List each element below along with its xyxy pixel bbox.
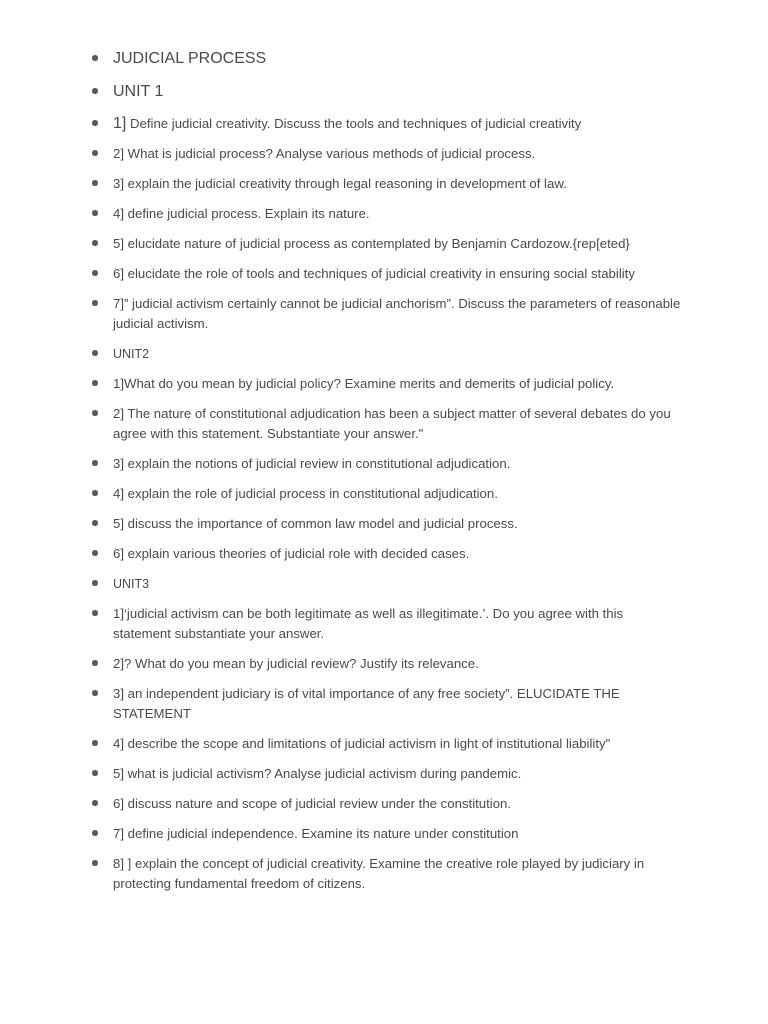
bullet-icon	[89, 234, 99, 254]
question-text: 4] define judicial process. Explain its nature.	[113, 206, 370, 221]
unit-heading-text: UNIT3	[113, 577, 150, 591]
question-text: 2] What is judicial process? Analyse various methods of judicial process.	[113, 146, 536, 161]
bullet-icon	[89, 604, 99, 624]
list-item	[113, 294, 683, 334]
question-text: 1]‘judicial activism can be both legitimate as well as illegitimate.’. Do you agree with this statement substantiate your answer.	[113, 606, 624, 641]
list-item	[113, 404, 683, 444]
question-text: 6] explain various theories of judicial role with decided cases.	[113, 546, 470, 561]
unit-heading-text: UNIT2	[113, 347, 150, 361]
question-text: 4] describe the scope and limitations of judicial activism in light of institutional liability"	[113, 736, 611, 751]
document-title	[113, 48, 683, 70]
question-text: 6] discuss nature and scope of judicial review under the constitution.	[113, 796, 512, 811]
bullet-icon	[89, 48, 99, 68]
question-text: 7] define judicial independence. Examine its nature under constitution	[113, 826, 519, 841]
bulleted-list	[113, 48, 683, 904]
bullet-icon	[89, 174, 99, 194]
bullet-icon	[89, 484, 99, 504]
question-text: Define judicial creativity. Discuss the tools and techniques of judicial creativity	[126, 116, 582, 131]
question-text: 2]? What do you mean by judicial review? Justify its relevance.	[113, 656, 479, 671]
question-text: 3] explain the notions of judicial review in constitutional adjudication.	[113, 456, 511, 471]
unit-heading	[113, 574, 683, 594]
bullet-icon	[89, 684, 99, 704]
question-text: 5] what is judicial activism? Analyse judicial activism during pandemic.	[113, 766, 522, 781]
list-item	[113, 764, 683, 784]
list-item	[113, 114, 683, 134]
question-number: 1]	[113, 115, 127, 132]
bullet-icon	[89, 454, 99, 474]
list-item	[113, 854, 683, 894]
bullet-icon	[89, 794, 99, 814]
list-item	[113, 264, 683, 284]
question-text: 3] an independent judiciary is of vital importance of any free society”. ELUCIDATE THE STATEMENT	[113, 686, 620, 721]
bullet-icon	[89, 824, 99, 844]
question-text: 3] explain the judicial creativity through legal reasoning in development of law.	[113, 176, 567, 191]
bullet-icon	[89, 264, 99, 284]
list-item	[113, 684, 683, 724]
bullet-icon	[89, 404, 99, 424]
bullet-icon	[89, 764, 99, 784]
bullet-icon	[89, 144, 99, 164]
list-item	[113, 174, 683, 194]
bullet-icon	[89, 114, 99, 134]
list-item	[113, 374, 683, 394]
list-item	[113, 734, 683, 754]
list-item	[113, 794, 683, 814]
unit-heading	[113, 344, 683, 364]
list-item	[113, 544, 683, 564]
question-text: 6] elucidate the role of tools and techniques of judicial creativity in ensuring social stability	[113, 266, 635, 281]
list-item	[113, 604, 683, 644]
list-item	[113, 824, 683, 844]
question-text: 8] ] explain the concept of judicial creativity. Examine the creative role played by judiciary in protecting fundamental freedom of citizens.	[113, 856, 645, 891]
bullet-icon	[89, 374, 99, 394]
bullet-icon	[89, 734, 99, 754]
bullet-icon	[89, 204, 99, 224]
question-text: 2] The nature of constitutional adjudication has been a subject matter of several debates do you agree with this statement. Substantiate your answer."	[113, 406, 671, 441]
list-item	[113, 144, 683, 164]
list-item	[113, 454, 683, 474]
bullet-icon	[89, 574, 99, 594]
question-text: 4] explain the role of judicial process in constitutional adjudication.	[113, 486, 498, 501]
list-item	[113, 654, 683, 674]
bullet-icon	[89, 81, 99, 101]
list-item	[113, 484, 683, 504]
bullet-icon	[89, 294, 99, 314]
question-text: 5] discuss the importance of common law model and judicial process.	[113, 516, 518, 531]
unit-heading	[113, 81, 683, 103]
bullet-icon	[89, 344, 99, 364]
question-text: 1]What do you mean by judicial policy? Examine merits and demerits of judicial policy.	[113, 376, 615, 391]
question-text: 5] elucidate nature of judicial process as contemplated by Benjamin Cardozow.{rep[eted}	[113, 236, 630, 251]
bullet-icon	[89, 854, 99, 874]
bullet-icon	[89, 514, 99, 534]
bullet-icon	[89, 654, 99, 674]
question-text: 7]” judicial activism certainly cannot be judicial anchorism”. Discuss the parameters of reasonable judicial activism.	[113, 296, 681, 331]
unit-heading-text: UNIT 1	[113, 83, 164, 100]
list-item	[113, 514, 683, 534]
list-item	[113, 204, 683, 224]
list-item	[113, 234, 683, 254]
bullet-icon	[89, 544, 99, 564]
title-text: JUDICIAL PROCESS	[113, 50, 267, 67]
